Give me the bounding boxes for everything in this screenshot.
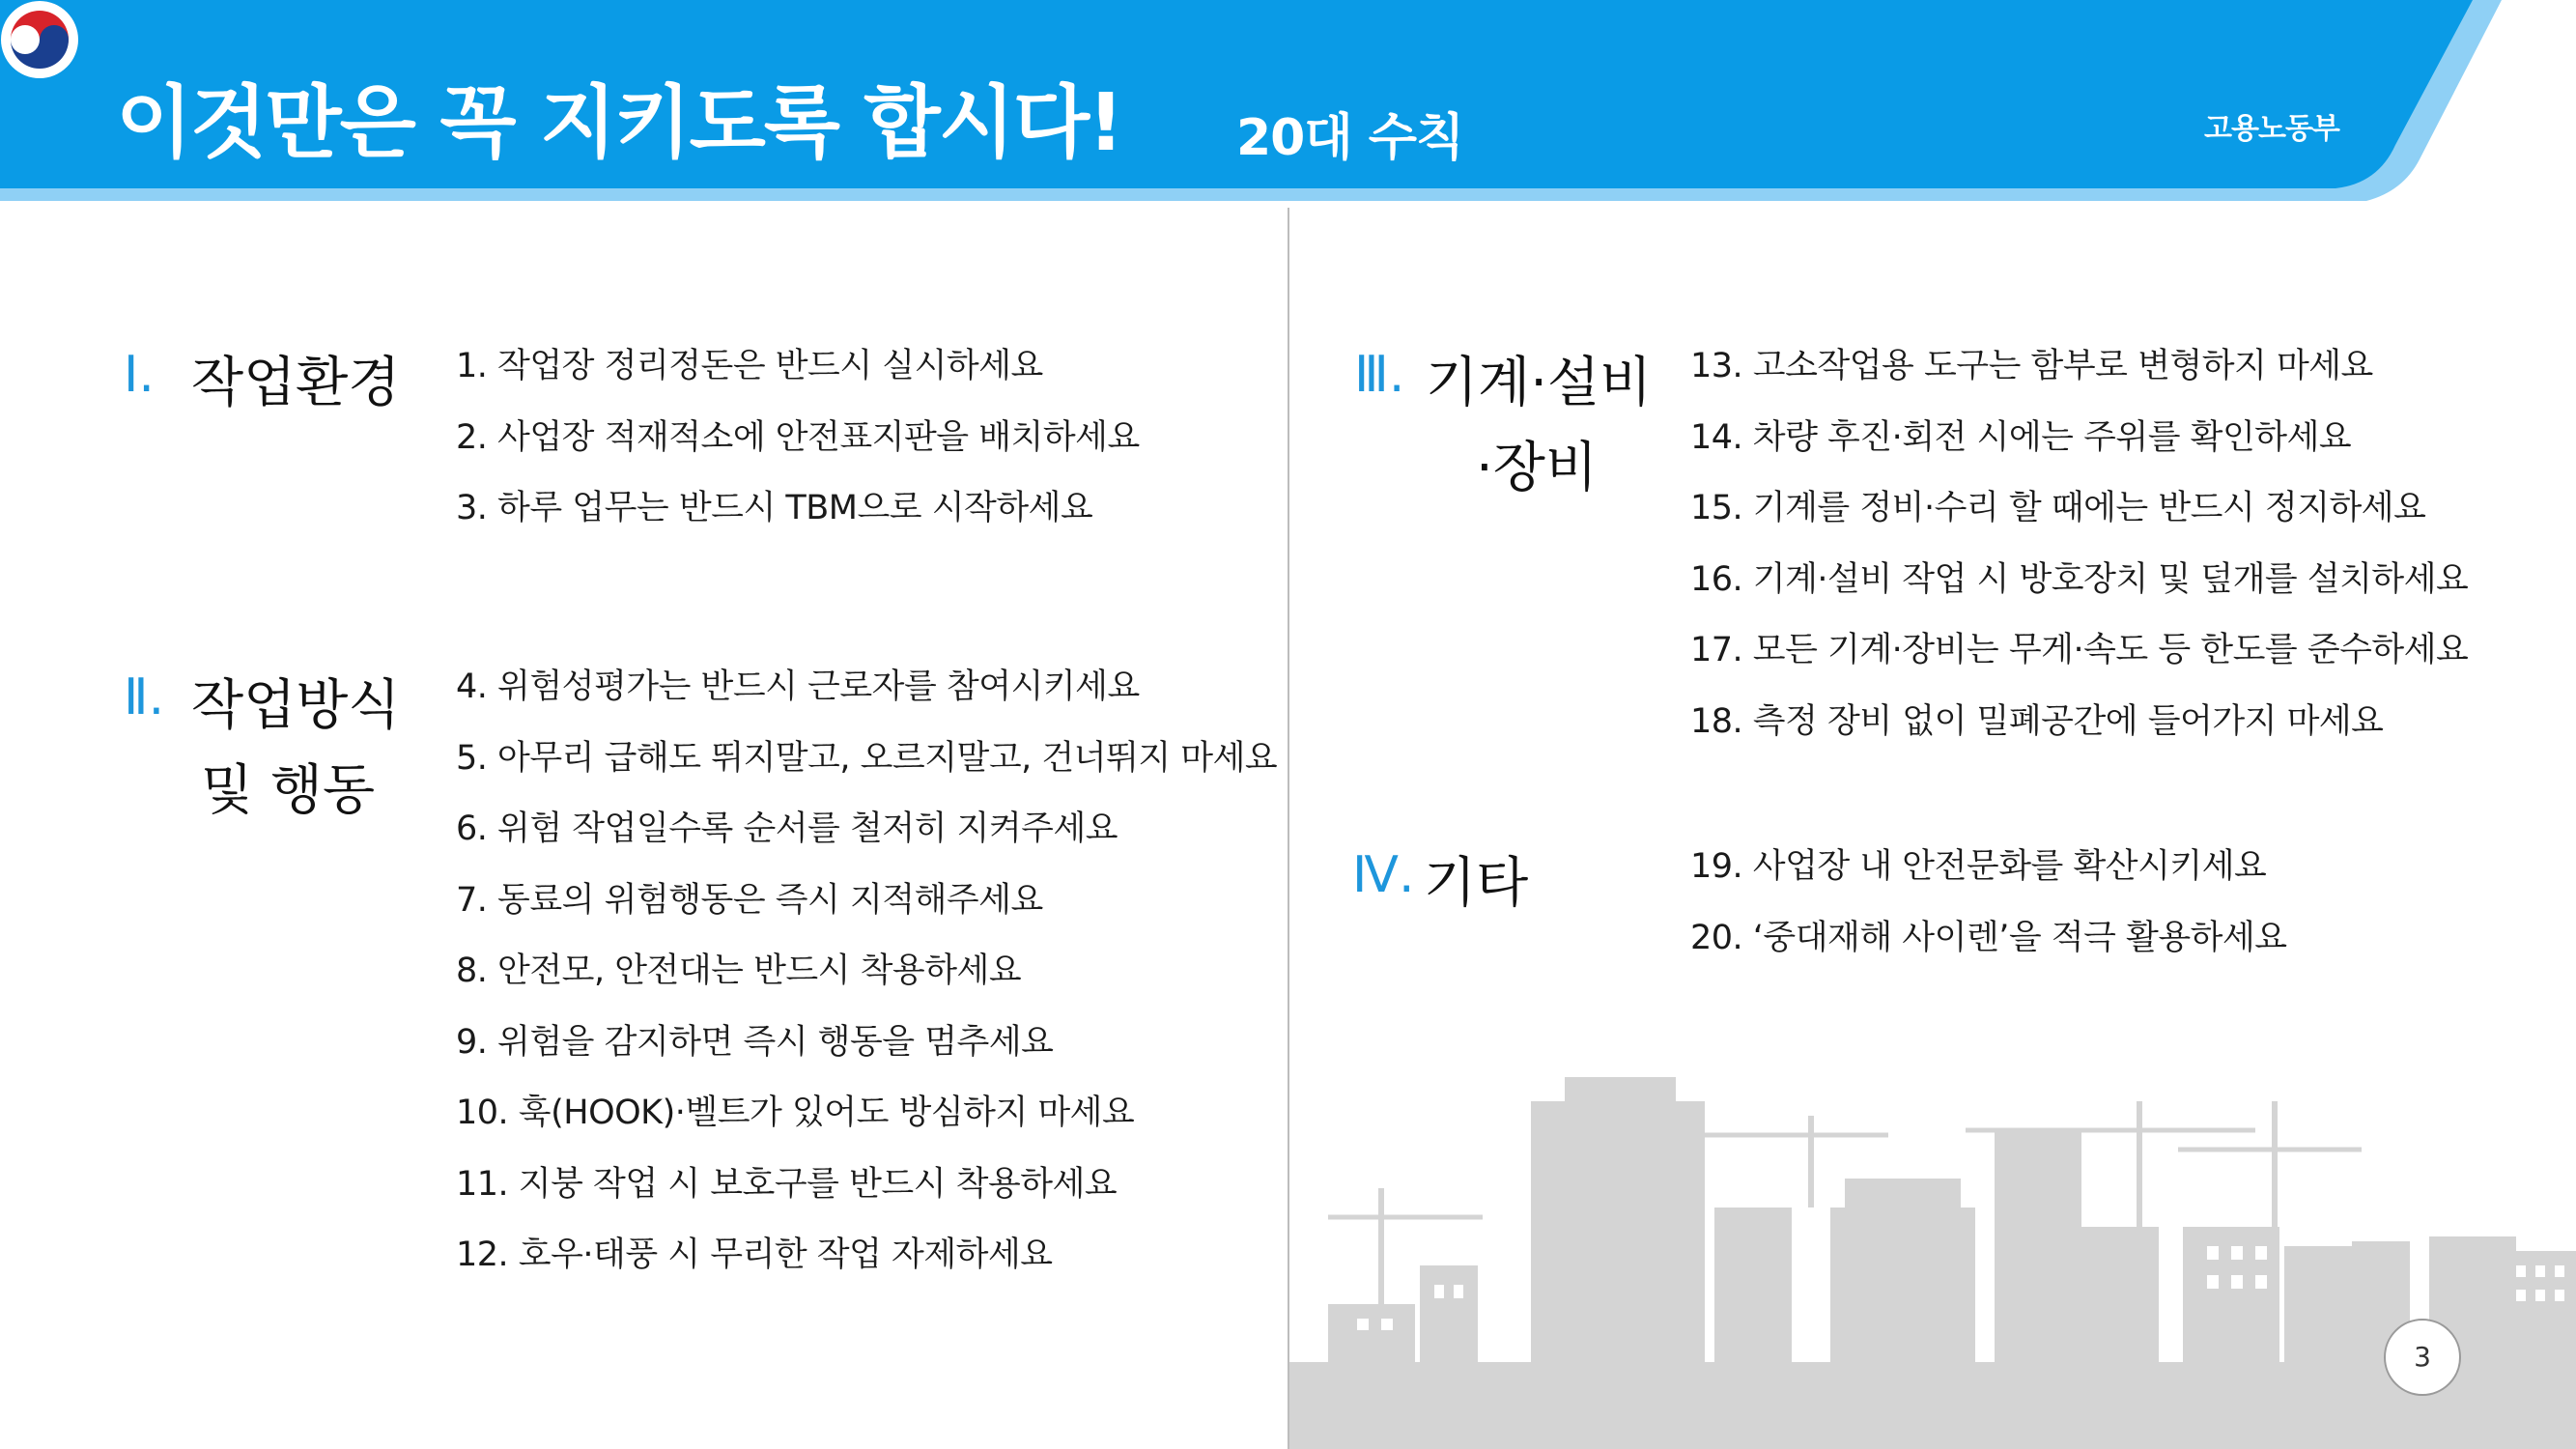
list-item: 17. 모든 기계·장비는 무게·속도 등 한도를 준수하세요 — [1690, 631, 2469, 669]
page-subtitle: 20대 수칙 — [1236, 109, 1464, 167]
list-item: 20. ‘중대재해 사이렌’을 적극 활용하세요 — [1690, 918, 2287, 957]
section-title-line: 기계·설비 — [1426, 352, 1653, 414]
page-title: 이것만은 꼭 지키도록 합시다! — [116, 77, 1122, 169]
list-item: 8. 안전모, 안전대는 반드시 착용하세요 — [456, 952, 1022, 990]
construction-skyline-illustration — [1289, 1072, 2576, 1449]
list-item: 14. 차량 후진·회전 시에는 주위를 확인하세요 — [1690, 417, 2352, 457]
list-item: 7. 동료의 위험행동은 즉시 지적해주세요 — [456, 880, 1043, 920]
list-item: 1. 작업장 정리정돈은 반드시 실시하세요 — [456, 347, 1043, 385]
list-item: 6. 위험 작업일수록 순서를 철저히 지켜주세요 — [456, 810, 1118, 848]
list-item: 10. 훅(HOOK)·벨트가 있어도 방심하지 마세요 — [456, 1094, 1135, 1132]
section-numeral-3: Ⅲ. — [1354, 346, 1405, 404]
section-numeral-4: Ⅳ. — [1352, 846, 1415, 904]
list-item: 5. 아무리 급해도 뛰지말고, 오르지말고, 건너뛰지 마세요 — [456, 738, 1278, 778]
section-title-1: 작업환경 — [191, 352, 401, 414]
list-item: 4. 위험성평가는 반드시 근로자를 참여시키세요 — [456, 668, 1140, 706]
section-items-3 — [1690, 347, 2469, 776]
header-banner — [0, 0, 2576, 208]
section-items-2 — [456, 670, 1277, 1310]
list-item: 13. 고소작업용 도구는 함부로 변형하지 마세요 — [1690, 347, 2373, 385]
list-item: 15. 기계를 정비·수리 할 때에는 반드시 정지하세요 — [1690, 489, 2426, 527]
section-title-3 — [1426, 340, 1653, 502]
section-numeral-2: Ⅱ. — [124, 668, 165, 726]
page-number: 3 — [2384, 1319, 2461, 1396]
section-items-1 — [456, 347, 1140, 563]
section-title-line: 작업방식 — [191, 674, 401, 737]
list-item: 2. 사업장 적재적소에 안전표지판을 배치하세요 — [456, 417, 1140, 457]
section-title-line: 및 행동 — [200, 759, 376, 822]
section-title-2 — [191, 663, 401, 825]
government-emblem-icon — [0, 0, 79, 79]
section-title-line: ·장비 — [1476, 437, 1598, 499]
list-item: 11. 지붕 작업 시 보호구를 반드시 착용하세요 — [456, 1164, 1118, 1204]
list-item: 19. 사업장 내 안전문화를 확산시키세요 — [1690, 847, 2267, 886]
list-item: 16. 기계·설비 작업 시 방호장치 및 덮개를 설치하세요 — [1690, 559, 2469, 599]
section-title-4: 기타 — [1424, 852, 1529, 915]
list-item: 9. 위험을 감지하면 즉시 행동을 멈추세요 — [456, 1022, 1054, 1062]
list-item: 18. 측정 장비 없이 밀폐공간에 들어가지 마세요 — [1690, 701, 2384, 741]
section-numeral-1: Ⅰ. — [124, 346, 155, 404]
org-name: 고용노동부 — [2204, 112, 2339, 146]
section-items-4 — [1690, 847, 2287, 992]
list-item: 3. 하루 업무는 반드시 TBM으로 시작하세요 — [456, 489, 1093, 527]
list-item: 12. 호우·태풍 시 무리한 작업 자제하세요 — [456, 1236, 1053, 1274]
